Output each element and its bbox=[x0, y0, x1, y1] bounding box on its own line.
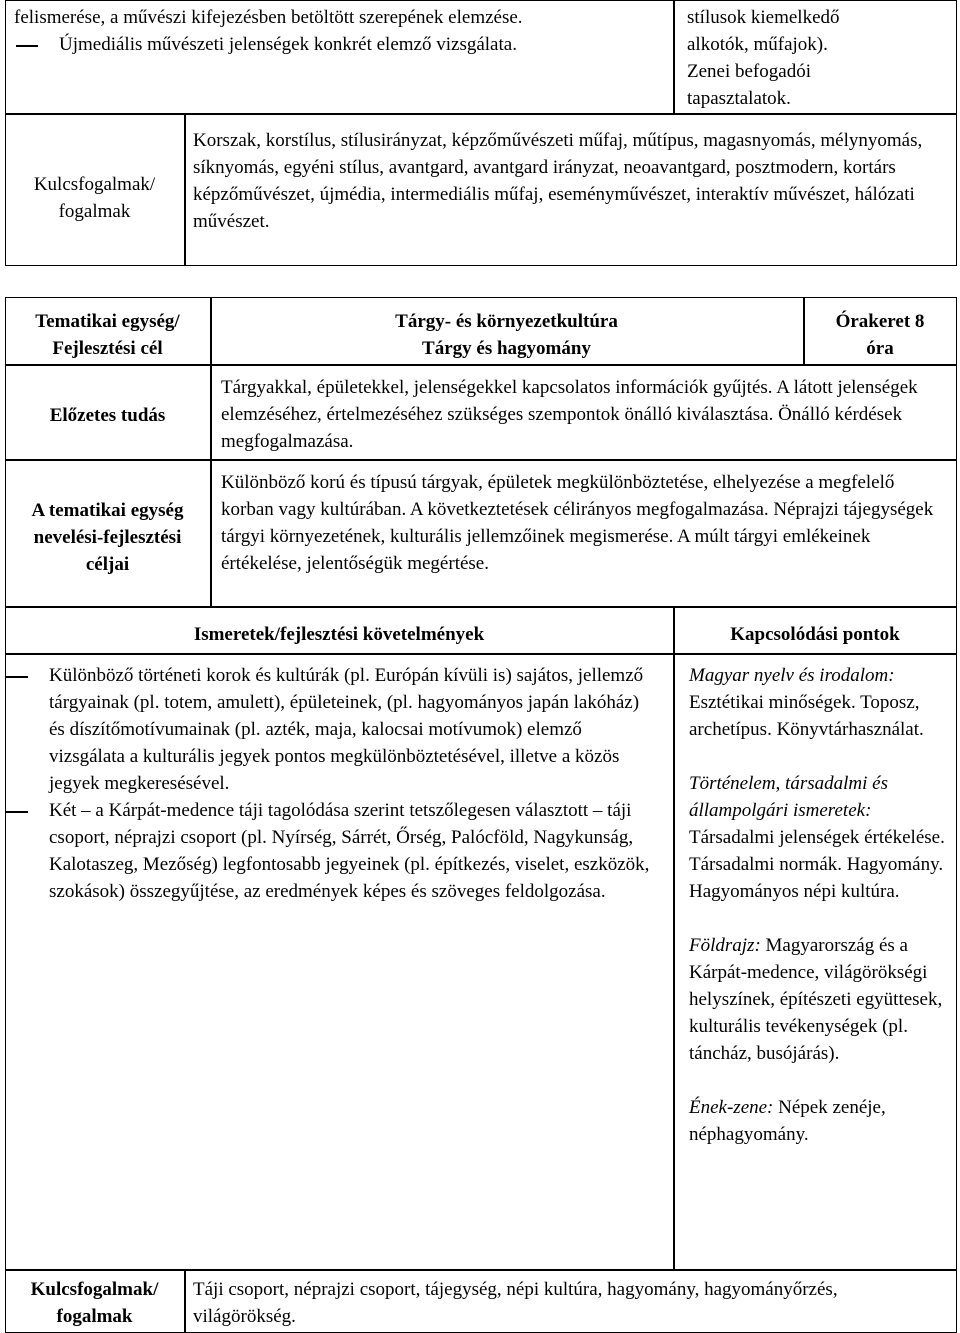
unit-colhead-divider bbox=[5, 653, 957, 655]
connection-text-4: Népek zenéje, néphagyomány. bbox=[689, 1097, 886, 1145]
unit-label-divider-lower bbox=[184, 1269, 186, 1333]
top-keywords-label-line1: Kulcsfogalmak/ bbox=[33, 174, 156, 195]
connection-item-4 bbox=[689, 1094, 951, 1148]
top-keywords-label bbox=[5, 171, 184, 225]
unit-prior-text: Tárgyakkal, épületekkel, jelenségekkel kapcsolatos információk gyűjtés. A látott jelenségek elemzéséhez, értelmezéséhez szükséges szempontok önálló kiválasztása. Önálló kérdések megfogalmazása. bbox=[221, 377, 918, 452]
unit-keywords-text: Táji csoport, néprajzi csoport, tájegység, népi kultúra, hagyomány, hagyományőrzés, világörökség. bbox=[193, 1279, 838, 1327]
unit-col-connections: Kapcsolódási pontok bbox=[730, 624, 900, 645]
unit-connections bbox=[689, 662, 951, 1148]
unit-keywords-divider bbox=[5, 1269, 957, 1271]
unit-keywords-label-line2: fogalmak bbox=[56, 1306, 133, 1327]
connection-subject-3: Földrajz: bbox=[689, 935, 761, 956]
unit-requirements bbox=[4, 662, 659, 905]
unit-connections-divider bbox=[673, 606, 675, 1270]
unit-keywords-label-line1: Kulcsfogalmak/ bbox=[30, 1279, 159, 1300]
unit-header-hours bbox=[803, 308, 957, 362]
unit-header-left-line1: Tematikai egység/ bbox=[35, 311, 180, 332]
connection-item-3 bbox=[689, 932, 951, 1067]
unit-title-line2: Tárgy és hagyomány bbox=[422, 338, 591, 359]
requirement-item-1: Különböző történeti korok és kultúrák (pl. Európán kívüli is) sajátos, jellemző tárgyainak (pl. totem, amulett), épületeinek, (pl. hagyományos japán lakóház) és díszítőmotívumainak (pl. azték, maja, kalocsai motívumok) elemző vizsgálata a kulturális jegyek pontos megkülönböztetésével, illetve a közös jegyek megkeresésével. bbox=[4, 662, 659, 797]
unit-prior-label: Előzetes tudás bbox=[49, 405, 166, 426]
unit-goals-text: Különböző korú és típusú tárgyak, épületek megkülönböztetése, elhelyezése a megfelelő korban vagy kultúrában. A következtetések célirányos megfogalmazása. Néprajzi tájegységek tárgyi környezetének, kulturális jellemzőinek megismerése. A múlt tárgyi emlékeinek értékelése, jelentőségük megértése. bbox=[221, 472, 934, 574]
unit-hours-line1: Órakeret 8 bbox=[835, 311, 925, 332]
connection-text-2: Társadalmi jelenségek értékelése. Társadalmi normák. Hagyomány. Hagyományos népi kultúra. bbox=[689, 827, 945, 902]
unit-header-left bbox=[5, 308, 210, 362]
unit-goals-label-line1: A tematikai egység bbox=[31, 500, 184, 521]
connection-text-3: Magyarország és a Kárpát-medence, világörökségi helyszínek, építészeti együttesek, kulturális tevékenységek (pl. táncház, busójárás). bbox=[689, 935, 943, 1064]
connection-subject-4: Ének-zene: bbox=[689, 1097, 774, 1118]
unit-prior-divider bbox=[5, 459, 957, 461]
top-keywords-label-line2: fogalmak bbox=[58, 201, 131, 222]
requirement-item-2: Két – a Kárpát-medence táji tagolódása szerint tetszőlegesen választott – táji csoport, néprajzi csoport (pl. Nyírség, Sárrét, Őrség, Palócföld, Nagykunság, Kalotaszeg, Mezőség) legfontosabb jegyeinek (pl. építkezés, viselet, eszközök, szokások) összegyűjtése, az eredmények képes és szöveges feldolgozása. bbox=[4, 797, 659, 905]
unit-header-title bbox=[210, 308, 803, 362]
connection-item-2 bbox=[689, 770, 951, 905]
unit-keywords-label bbox=[5, 1276, 184, 1330]
unit-header-divider bbox=[5, 364, 957, 366]
top-row-left-cell bbox=[14, 4, 666, 58]
top-keywords-text: Korszak, korstílus, stílusirányzat, képzőművészeti műfaj, műtípus, magasnyomás, mélynyomás, síknyomás, egyéni stílus, avantgard, avantgard irányzat, neoavantgard, posztmodern, kortárs képzőművészet, újmédia, intermediális műfaj, eseményművészet, interaktív művészet, hálózati művészet. bbox=[193, 130, 923, 232]
connection-subject-2: Történelem, társadalmi és állampolgári ismeretek: bbox=[689, 773, 888, 821]
unit-goals-label-line2: nevelési-fejlesztési bbox=[33, 527, 182, 548]
top-table-divider-right bbox=[673, 0, 675, 114]
connection-text-1: Esztétikai minőségek. Toposz, archetípus. Könyvtárhasználat. bbox=[689, 692, 924, 740]
connection-subject-1: Magyar nyelv és irodalom: bbox=[689, 665, 895, 686]
unit-hours-line2: óra bbox=[866, 338, 894, 359]
unit-title-line1: Tárgy- és környezetkultúra bbox=[395, 311, 618, 332]
top-table-divider-label bbox=[184, 113, 186, 266]
unit-goals-label-line3: céljai bbox=[85, 554, 130, 575]
connection-item-1 bbox=[689, 662, 951, 743]
top-row-left-text: felismerése, a művészi kifejezésben betöltött szerepének elemzése. bbox=[14, 7, 523, 28]
unit-goals-label bbox=[5, 497, 210, 578]
top-row-left-bullet: Újmediális művészeti jelenségek konkrét elemző vizsgálata. bbox=[14, 31, 666, 58]
unit-header-left-line2: Fejlesztési cél bbox=[52, 338, 163, 359]
unit-goals-divider bbox=[5, 606, 957, 608]
top-row-right-text: stílusok kiemelkedő alkotók, műfajok). Zenei befogadói tapasztalatok. bbox=[687, 7, 840, 109]
top-table-row-divider bbox=[5, 113, 957, 115]
unit-col-requirements: Ismeretek/fejlesztési követelmények bbox=[193, 624, 485, 645]
